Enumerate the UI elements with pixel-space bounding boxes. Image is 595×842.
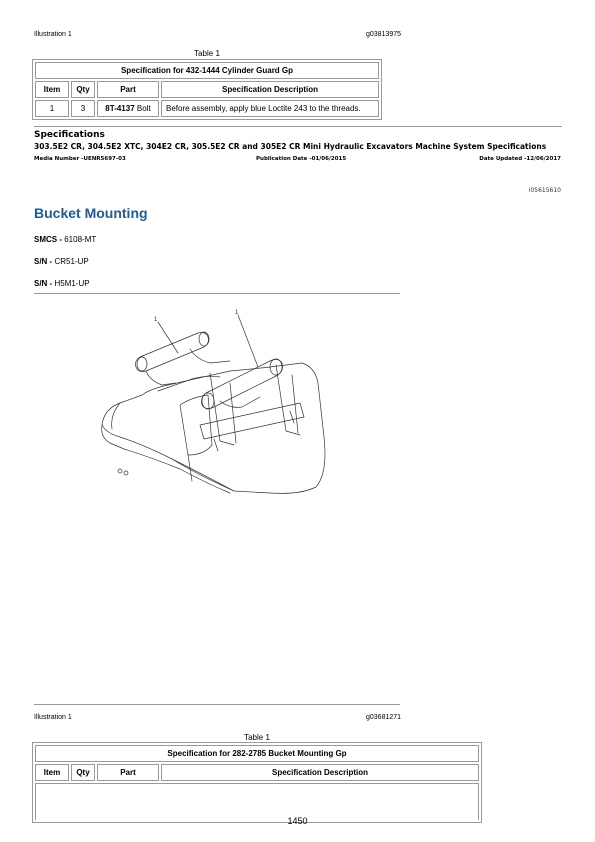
page-number: 1450 <box>287 816 308 826</box>
table-caption: Table 1 <box>244 733 270 742</box>
smcs-value: 6108-MT <box>64 235 97 244</box>
callout-number: 1 <box>235 310 239 316</box>
callout-number: 1 <box>154 317 158 323</box>
page-title: Bucket Mounting <box>34 205 148 221</box>
serial-number-line-2 <box>34 279 90 288</box>
illustration-label: Illustration 1 <box>34 714 72 721</box>
illustration-label: Illustration 1 <box>34 31 72 38</box>
divider <box>34 293 400 294</box>
bucket-mounting-illustration <box>80 305 340 505</box>
table-title: Specification for 282-2785 Bucket Mounting Gp <box>35 745 479 762</box>
specs-title: Specifications <box>34 130 105 140</box>
callout-leader <box>238 315 258 367</box>
date-updated: Date Updated -12/06/2017 <box>479 156 561 162</box>
table-title: Specification for 432-1444 Cylinder Guard Gp <box>35 62 379 79</box>
header-item: Item <box>35 81 69 98</box>
header-qty: Qty <box>71 764 95 781</box>
document-id: i05615610 <box>528 187 561 194</box>
divider <box>34 704 400 705</box>
header-description: Specification Description <box>161 764 479 781</box>
header-part: Part <box>97 81 159 98</box>
cell-part <box>97 100 159 117</box>
publication-date: Publication Date -01/06/2015 <box>256 156 347 162</box>
cell-item: 1 <box>35 100 69 117</box>
divider <box>34 126 562 127</box>
smcs-label: SMCS - <box>34 235 62 244</box>
table-row <box>35 100 379 117</box>
cylinder-guard-spec-table <box>32 59 382 120</box>
table-caption: Table 1 <box>194 49 220 58</box>
part-number: 8T-4137 <box>105 104 135 113</box>
header-item: Item <box>35 764 69 781</box>
table-row <box>35 783 479 820</box>
sn-label: S/N - <box>34 279 53 288</box>
cell-description: Before assembly, apply blue Loctite 243 to the threads. <box>161 100 379 117</box>
sn-value: CR51-UP <box>54 257 89 266</box>
header-part: Part <box>97 764 159 781</box>
header-description: Specification Description <box>161 81 379 98</box>
cell-qty: 3 <box>71 100 95 117</box>
media-number: Media Number -UENR5697-03 <box>34 156 126 162</box>
bucket-mounting-spec-table <box>32 742 482 823</box>
smcs-line <box>34 235 96 244</box>
table-continuation <box>35 783 479 820</box>
header-qty: Qty <box>71 81 95 98</box>
specs-subtitle: 303.5E2 CR, 304.5E2 XTC, 304E2 CR, 305.5E2 CR and 305E2 CR Mini Hydraulic Excavators Machine System Specifications <box>34 142 547 151</box>
part-name: Bolt <box>136 104 151 113</box>
serial-number-line-1 <box>34 257 89 266</box>
sn-label: S/N - <box>34 257 53 266</box>
sn-value: H5M1-UP <box>54 279 90 288</box>
illustration-code: g03813975 <box>366 31 402 38</box>
illustration-code: g03681271 <box>366 714 402 721</box>
